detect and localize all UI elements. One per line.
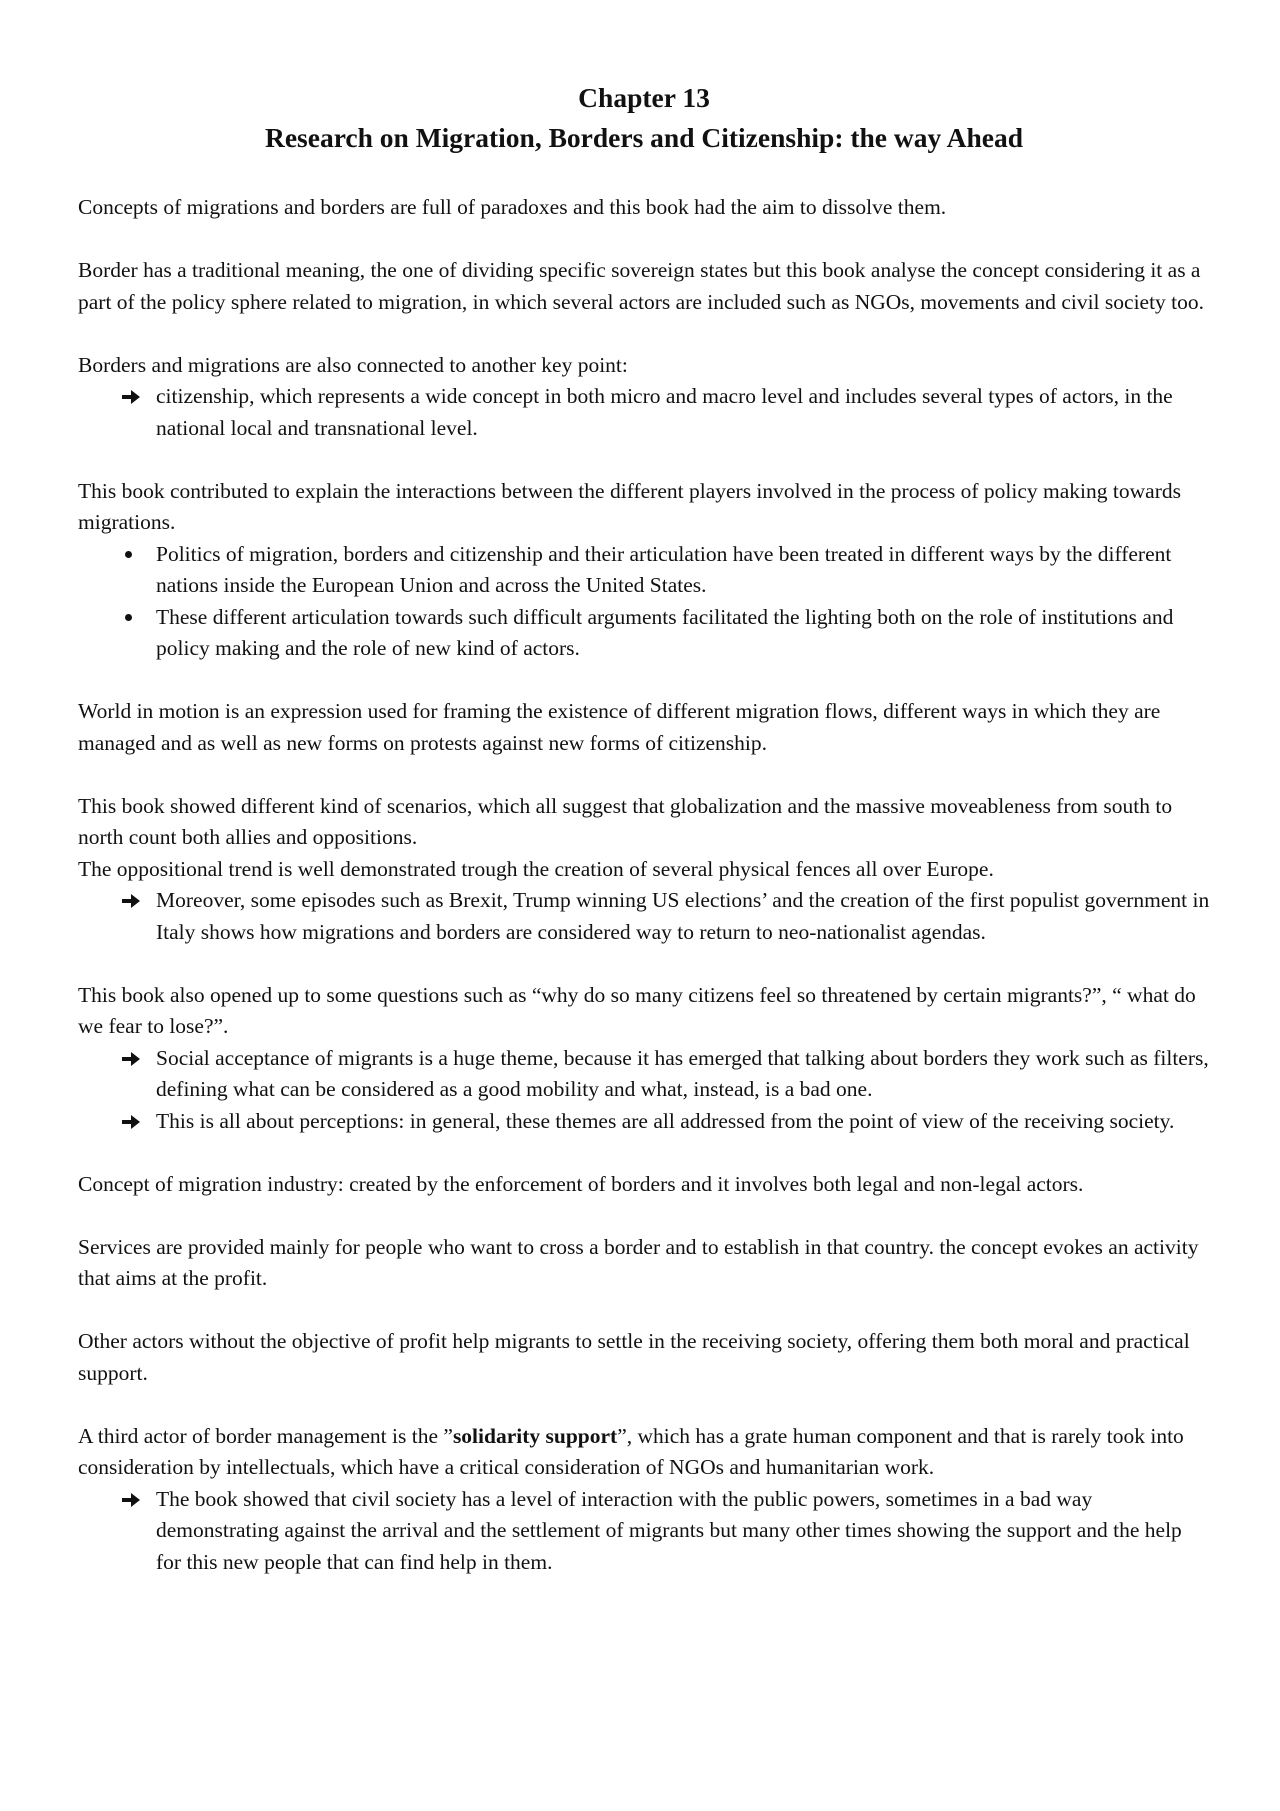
list-item-text: This is all about perceptions: in general, these themes are all addressed from the point of view of the receiving society. — [156, 1108, 1175, 1133]
paragraph-4: This book contributed to explain the interactions between the different players involved in the process of policy making towards migrations. — [78, 478, 1181, 534]
list-item-text: These different articulation towards such difficult arguments facilitated the lighting both on the role of institutions and policy making and the role of new kind of actors. — [156, 604, 1174, 660]
chapter-label: Chapter 13 — [578, 82, 710, 113]
solidarity-support-emphasis: solidarity support — [452, 1423, 618, 1448]
arrow-list-1 — [78, 381, 1210, 444]
list-item — [78, 381, 1210, 444]
list-item — [78, 1106, 1210, 1138]
arrow-list-3 — [78, 1043, 1210, 1138]
list-item-text: Moreover, some episodes such as Brexit, Trump winning US elections’ and the creation of the first populist government in Italy shows how migrations and borders are considered way to return to neo-nationalist agendas. — [156, 888, 1210, 944]
paragraph-9: Services are provided mainly for people who want to cross a border and to establish in that country. the concept evokes an activity that aims at the profit. — [78, 1234, 1199, 1290]
bullet-list — [78, 539, 1210, 665]
list-item — [78, 1043, 1210, 1106]
paragraph-3: Borders and migrations are also connected to another key point: — [78, 352, 628, 377]
list-item — [78, 539, 1210, 602]
list-item-text: Politics of migration, borders and citizenship and their articulation have been treated in different ways by the different nations inside the European Union and across the United States. — [156, 541, 1172, 597]
paragraph-6: This book showed different kind of scenarios, which all suggest that globalization and the massive moveableness from south to north count both allies and oppositions. — [78, 793, 1173, 849]
paragraph-10: Other actors without the objective of profit help migrants to settle in the receiving society, offering them both moral and practical support. — [78, 1329, 1190, 1385]
paragraph-11-post: ”, which has a grate human component and that is rarely took into consideration by intellectuals, which have a critical consideration of NGOs and humanitarian work. — [78, 1423, 1184, 1479]
list-item — [78, 602, 1210, 665]
paragraph-2: Border has a traditional meaning, the one of dividing specific sovereign states but this book analyse the concept considering it as a part of the policy sphere related to migration, in which several actors are included such as NGOs, movements and civil society too. — [78, 258, 1205, 314]
paragraph-11 — [78, 1421, 1210, 1484]
list-item — [78, 1484, 1210, 1579]
paragraph-8: Concept of migration industry: created by the enforcement of borders and it involves both legal and non-legal actors. — [78, 1171, 1084, 1196]
list-item-text: The book showed that civil society has a level of interaction with the public powers, sometimes in a bad way demonstrating against the arrival and the settlement of migrants but many other times showing the support and the help for this new people that can find help in them. — [156, 1486, 1182, 1574]
arrow-list-4 — [78, 1484, 1210, 1579]
list-item-text: citizenship, which represents a wide concept in both micro and macro level and includes several types of actors, in the national local and transnational level. — [156, 384, 1173, 440]
paragraph-6b: The oppositional trend is well demonstrated trough the creation of several physical fences all over Europe. — [78, 856, 994, 881]
paragraph-11-pre: A third actor of border management is the ” — [78, 1423, 453, 1448]
chapter-title: Research on Migration, Borders and Citizenship: the way Ahead — [264, 122, 1024, 153]
title-block — [78, 78, 1210, 158]
paragraph-1: Concepts of migrations and borders are full of paradoxes and this book had the aim to dissolve them. — [78, 195, 947, 219]
arrow-list-2 — [78, 885, 1210, 948]
paragraph-5: World in motion is an expression used for framing the existence of different migration flows, different ways in which they are managed and as well as new forms on protests against new forms of citizenship. — [78, 699, 1161, 755]
list-item-text: Social acceptance of migrants is a huge theme, because it has emerged that talking about borders they work such as filters, defining what can be considered as a good mobility and what, instead, is a bad one. — [156, 1045, 1209, 1101]
paragraph-7: This book also opened up to some questions such as “why do so many citizens feel so threatened by certain migrants?”, “ what do we fear to lose?”. — [78, 982, 1196, 1038]
list-item — [78, 885, 1210, 948]
